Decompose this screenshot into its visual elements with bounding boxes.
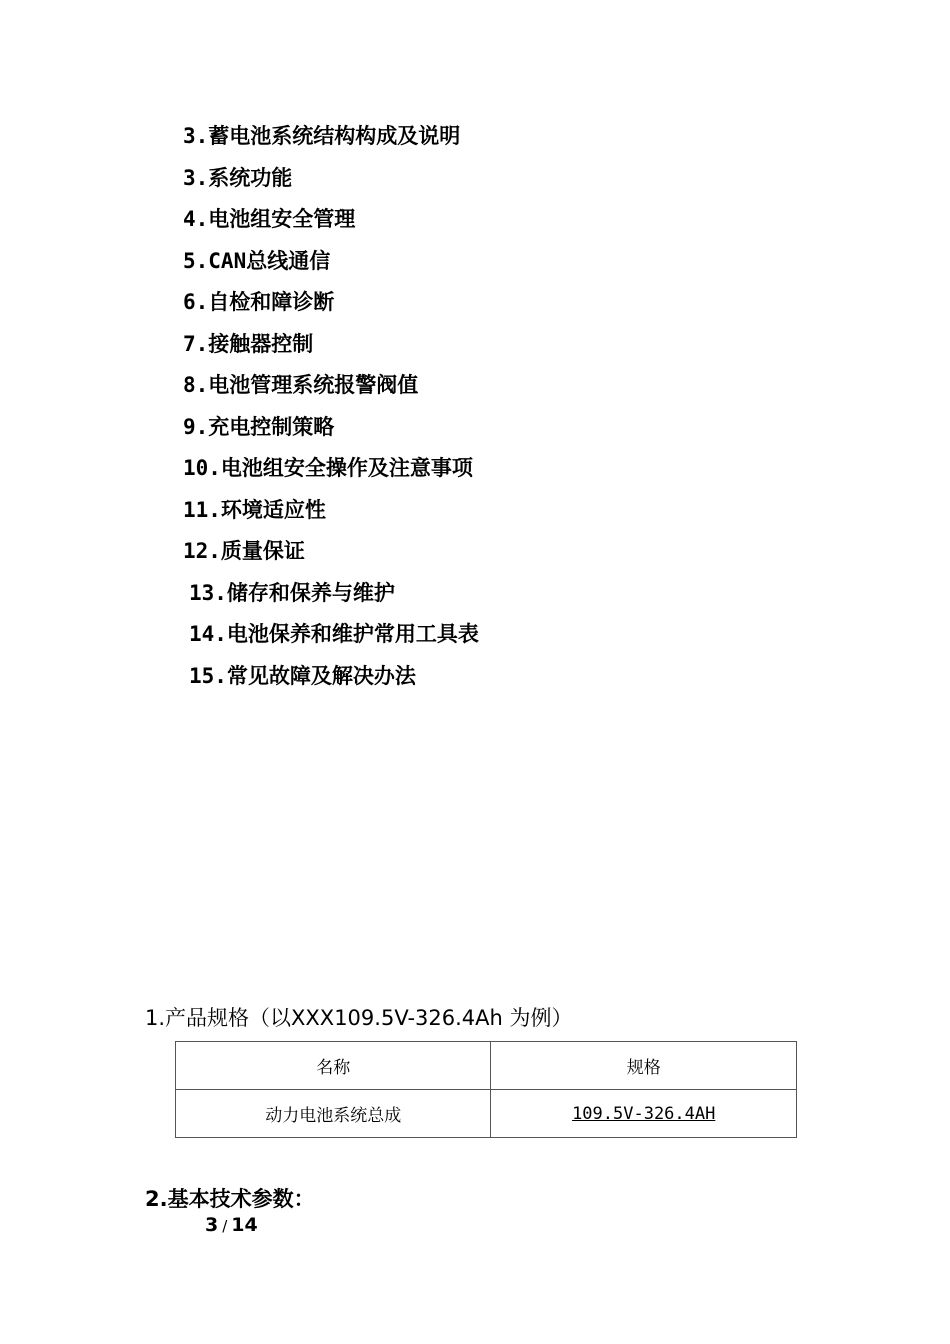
table-cell (491, 1090, 797, 1138)
toc-item: 13.储存和保养与维护 (189, 581, 395, 605)
table-row (176, 1090, 797, 1138)
toc-item: 6.自检和障诊断 (183, 290, 335, 314)
toc-item: 11.环境适应性 (183, 498, 326, 522)
section-title-product-spec: 1.产品规格（以XXX109.5V-326.4Ah 为例） (145, 1006, 573, 1030)
toc-item: 3.蓄电池系统结构构成及说明 (183, 124, 461, 148)
table-cell: 动力电池系统总成 (176, 1090, 491, 1138)
page-separator: / (222, 1217, 228, 1235)
toc-item: 14.电池保养和维护常用工具表 (189, 622, 479, 646)
page-number (205, 1214, 258, 1236)
toc-item: 7.接触器控制 (183, 332, 314, 356)
page-current: 3 (205, 1214, 219, 1236)
toc-item: 10.电池组安全操作及注意事项 (183, 456, 473, 480)
section-title-tech-params: 2.基本技术参数： (145, 1187, 315, 1211)
toc-item: 5.CAN总线通信 (183, 249, 331, 273)
toc-item: 3.系统功能 (183, 166, 293, 190)
table-header-row (176, 1042, 797, 1090)
table-header-cell: 规格 (491, 1042, 797, 1090)
toc-item: 8.电池管理系统报警阀值 (183, 373, 419, 397)
table-header-cell: 名称 (176, 1042, 491, 1090)
spec-table (175, 1041, 797, 1138)
toc-item: 4.电池组安全管理 (183, 207, 356, 231)
toc-item: 9.充电控制策略 (183, 415, 335, 439)
toc-item: 12.质量保证 (183, 539, 305, 563)
page-total: 14 (231, 1214, 258, 1236)
spec-value: 109.5V-326.4AH (572, 1103, 716, 1124)
toc-item: 15.常见故障及解决办法 (189, 664, 416, 688)
